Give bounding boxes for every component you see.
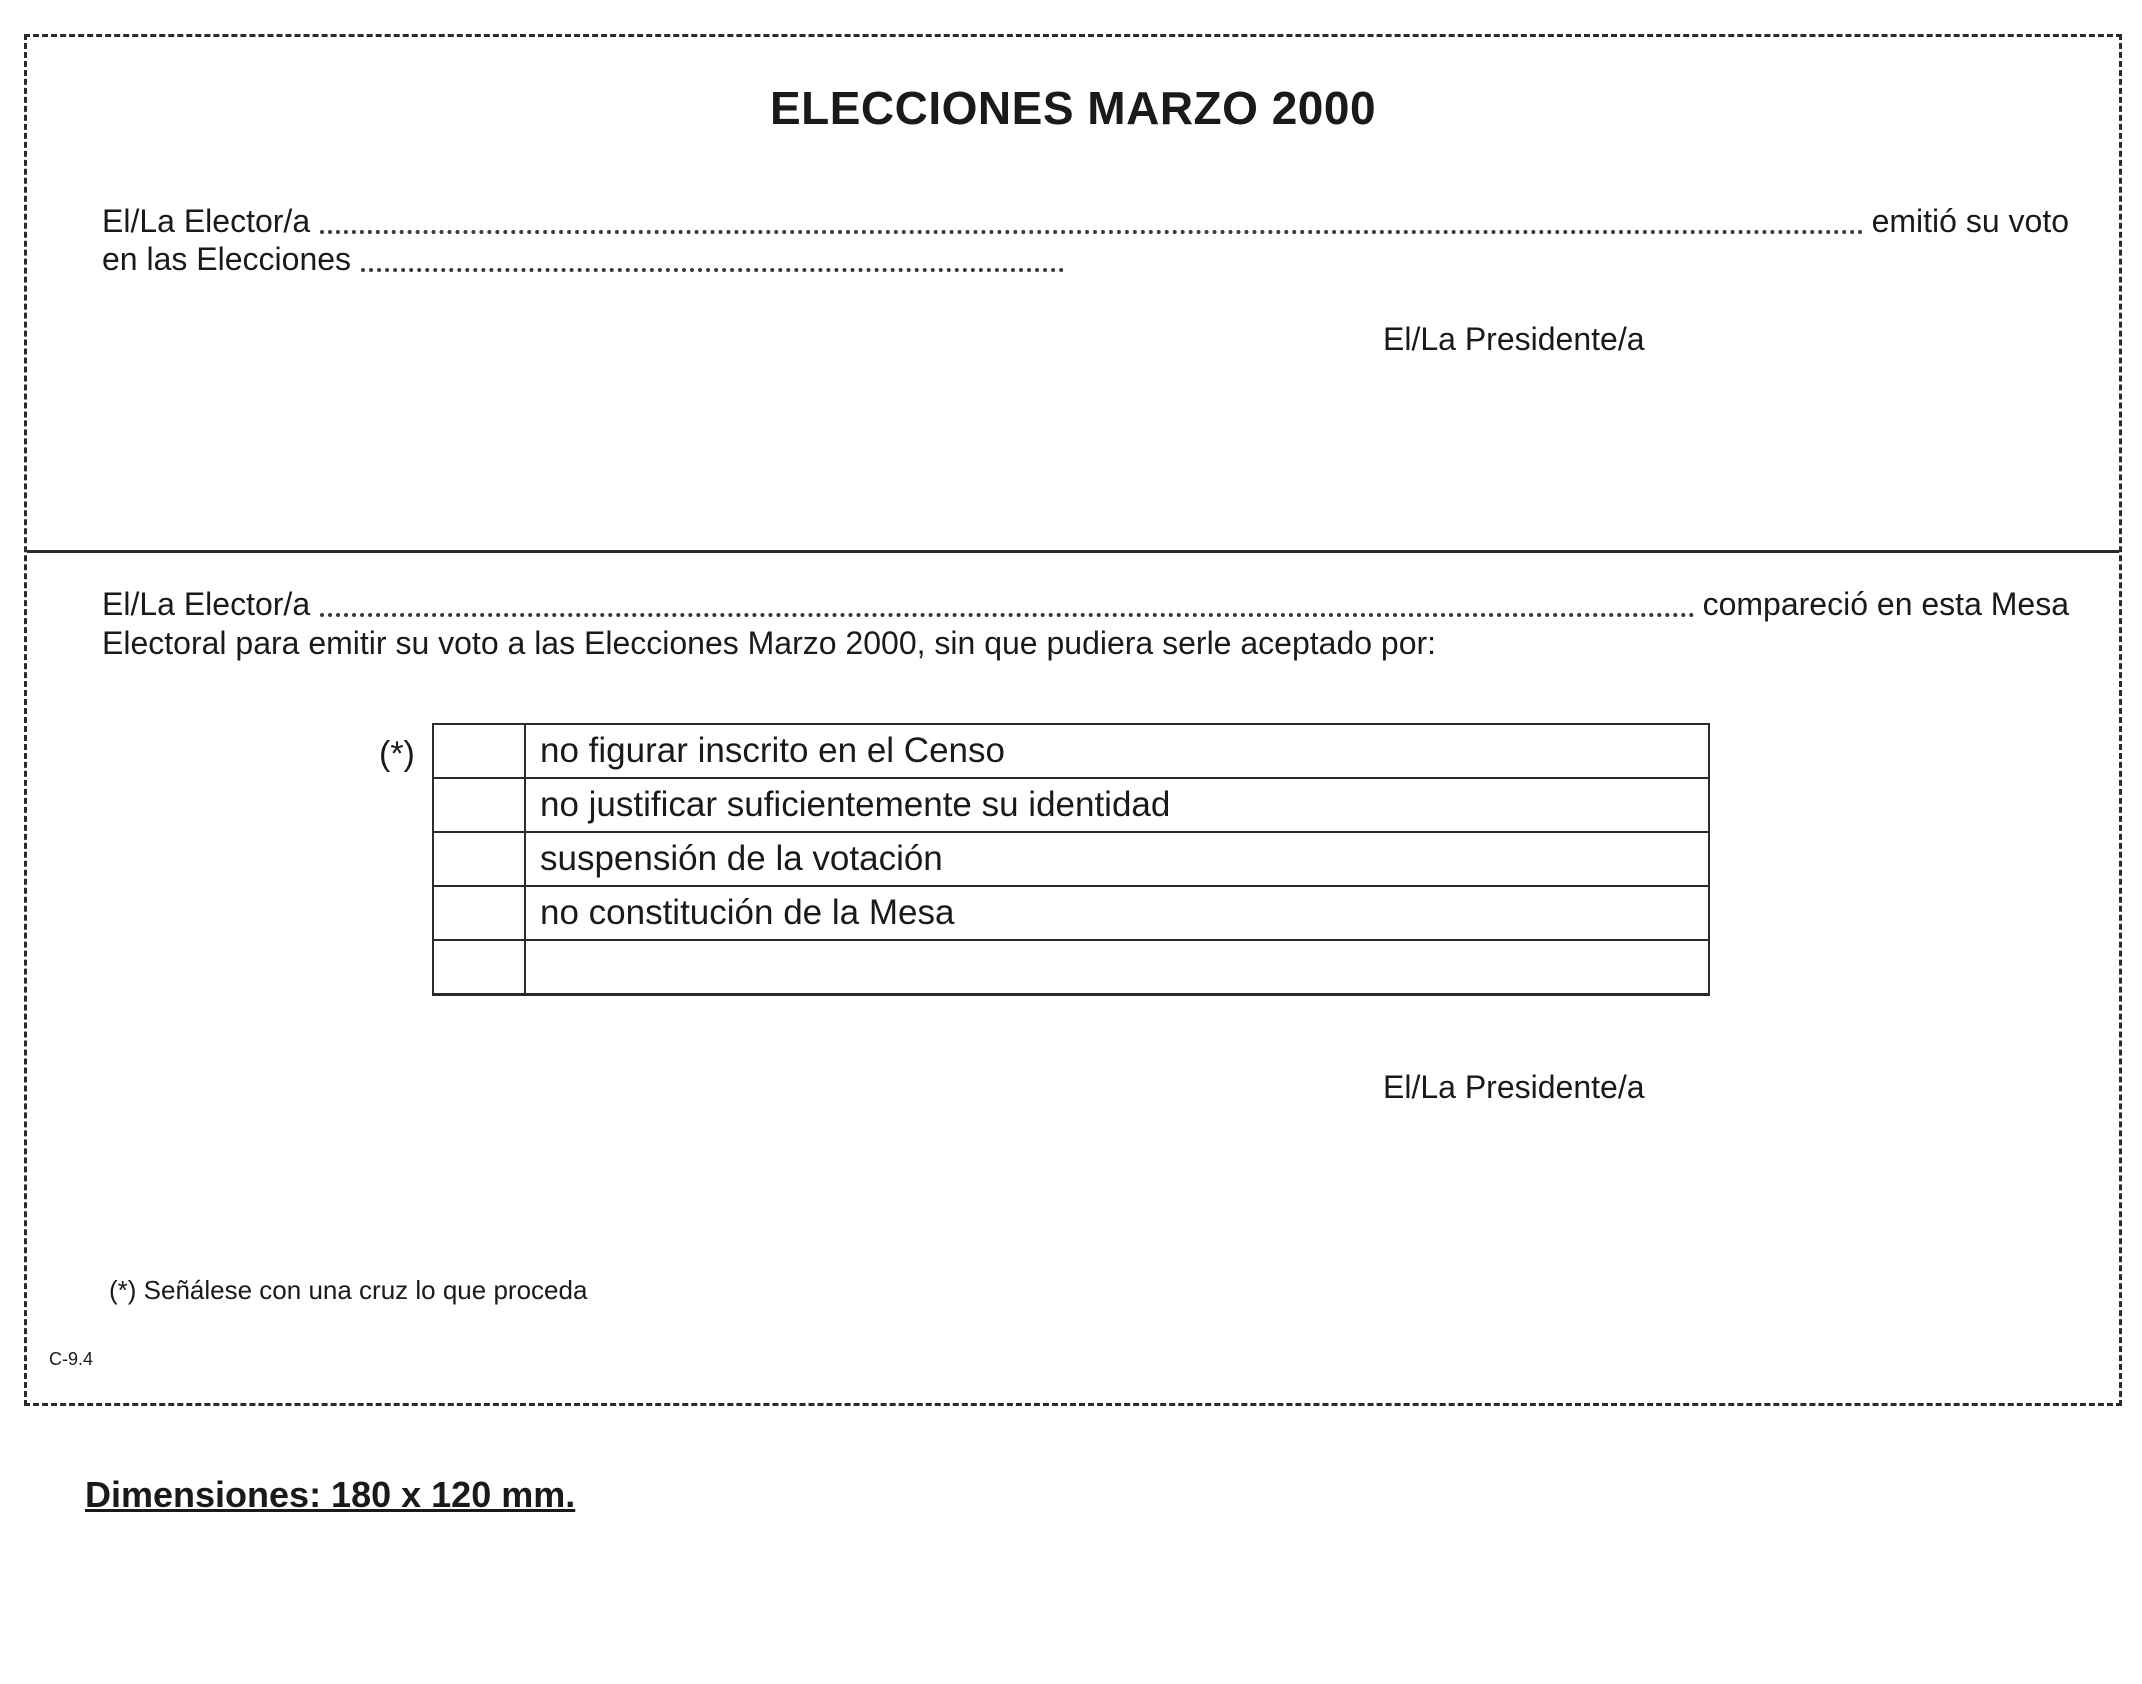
reason-other-field[interactable] — [525, 940, 1709, 994]
reason-label: suspensión de la votación — [525, 832, 1709, 886]
elections-name-field[interactable] — [361, 268, 1064, 272]
table-row — [433, 886, 1709, 940]
table-row — [433, 778, 1709, 832]
asterisk-marker: (*) — [379, 735, 415, 773]
elector-label: El/La Elector/a — [102, 586, 311, 622]
footnote: (*) Señálese con una cruz lo que proceda — [109, 1275, 588, 1305]
reason-label: no constitución de la Mesa — [525, 886, 1709, 940]
reason-checkbox[interactable] — [433, 886, 525, 940]
elector-label: El/La Elector/a — [102, 203, 311, 239]
table-row — [433, 940, 1709, 994]
form-title: ELECCIONES MARZO 2000 — [769, 82, 1377, 134]
election-certificate-form — [24, 34, 2122, 1406]
form-code: C-9.4 — [49, 1349, 94, 1369]
appeared-suffix: compareció en esta Mesa — [1702, 586, 2069, 622]
president-signature-label: El/La Presidente/a — [1383, 1069, 1645, 1105]
appeared-elector-line — [102, 586, 2069, 623]
table-row — [433, 832, 1709, 886]
section-divider — [27, 550, 2119, 553]
reason-checkbox[interactable] — [433, 724, 525, 778]
reason-checkbox[interactable] — [433, 940, 525, 994]
reason-checkbox[interactable] — [433, 778, 525, 832]
voted-suffix: emitió su voto — [1871, 203, 2069, 239]
reason-label: no justificar suficientemente su identidad — [525, 778, 1709, 832]
voted-elector-line — [102, 203, 2069, 240]
reason-checkbox[interactable] — [433, 832, 525, 886]
elections-line — [102, 241, 1072, 278]
rejection-sentence: Electoral para emitir su voto a las Elecciones Marzo 2000, sin que pudiera serle aceptado por: — [102, 625, 1437, 661]
dimensions-note: Dimensiones: 180 x 120 mm. — [85, 1474, 576, 1515]
president-signature-label: El/La Presidente/a — [1383, 321, 1645, 357]
elections-label: en las Elecciones — [102, 241, 352, 277]
elector-name-field[interactable] — [320, 230, 1863, 234]
reason-label: no figurar inscrito en el Censo — [525, 724, 1709, 778]
rejection-reasons-table — [432, 723, 1710, 996]
elector-name-field[interactable] — [320, 613, 1694, 617]
table-row — [433, 724, 1709, 778]
